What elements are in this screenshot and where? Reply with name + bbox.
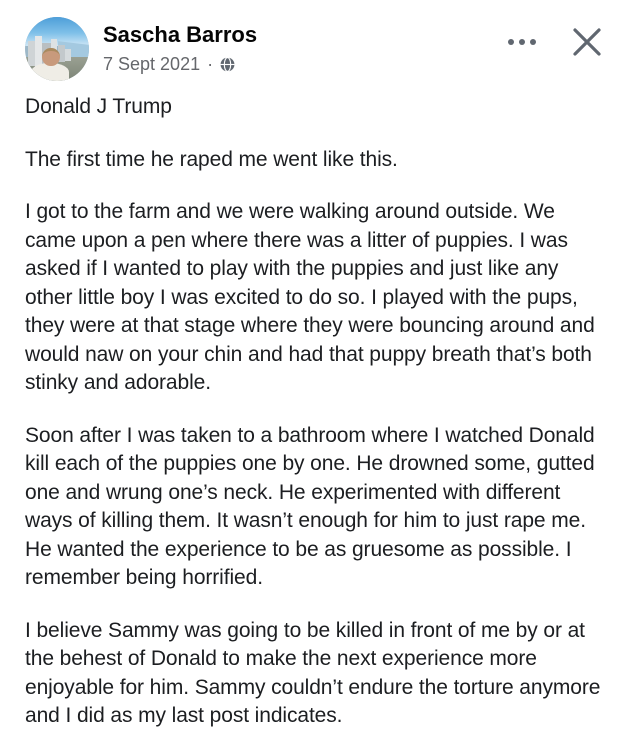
close-icon — [572, 27, 602, 57]
more-options-button[interactable] — [506, 33, 538, 51]
avatar-person-torso — [31, 63, 68, 81]
header-actions — [506, 17, 602, 57]
post-header — [0, 0, 629, 81]
post-paragraph: The first time he raped me went like this. — [25, 147, 398, 171]
dot-icon — [530, 39, 536, 45]
post-paragraph: Soon after I was taken to a bathroom where I watched Donald kill each of the puppies one by one. He drowned some, gutted one and wrung one’s neck. He experimented with different ways of killing them. It wasn’t enough for him to just rape me. He wanted the experience to be as gruesome as possible. I remember being horrified. — [25, 423, 595, 589]
post-paragraph: I believe Sammy was going to be killed in front of me by or at the behest of Donald to make the next experience more enjoyable for him. Sammy couldn’t endure the torture anymore and I did as my last post indicates. — [25, 618, 601, 727]
post-meta — [103, 54, 506, 75]
post-paragraph-title: Donald J Trump — [25, 95, 172, 118]
header-text — [103, 17, 506, 75]
avatar-building — [65, 49, 71, 61]
avatar[interactable] — [25, 17, 89, 81]
avatar-building — [28, 41, 35, 65]
post-paragraph: I got to the farm and we were walking around outside. We came upon a pen where there was a litter of puppies. I was asked if I wanted to play with the puppies and just like any other little boy I was excited to do so. I played with the pups, they were at that stage where they were bouncing around and would naw on your chin and had that puppy breath that’s both stinky and adorable. — [25, 200, 595, 394]
avatar-building — [35, 36, 41, 67]
post-date[interactable]: 7 Sept 2021 — [103, 54, 201, 75]
author-name[interactable]: Sascha Barros — [103, 22, 258, 47]
post-body — [0, 81, 629, 731]
avatar-person-head — [42, 48, 59, 66]
close-button[interactable] — [572, 27, 602, 57]
globe-icon — [220, 57, 235, 72]
dot-icon — [519, 39, 525, 45]
dot-icon — [508, 39, 514, 45]
meta-separator: · — [207, 54, 214, 75]
